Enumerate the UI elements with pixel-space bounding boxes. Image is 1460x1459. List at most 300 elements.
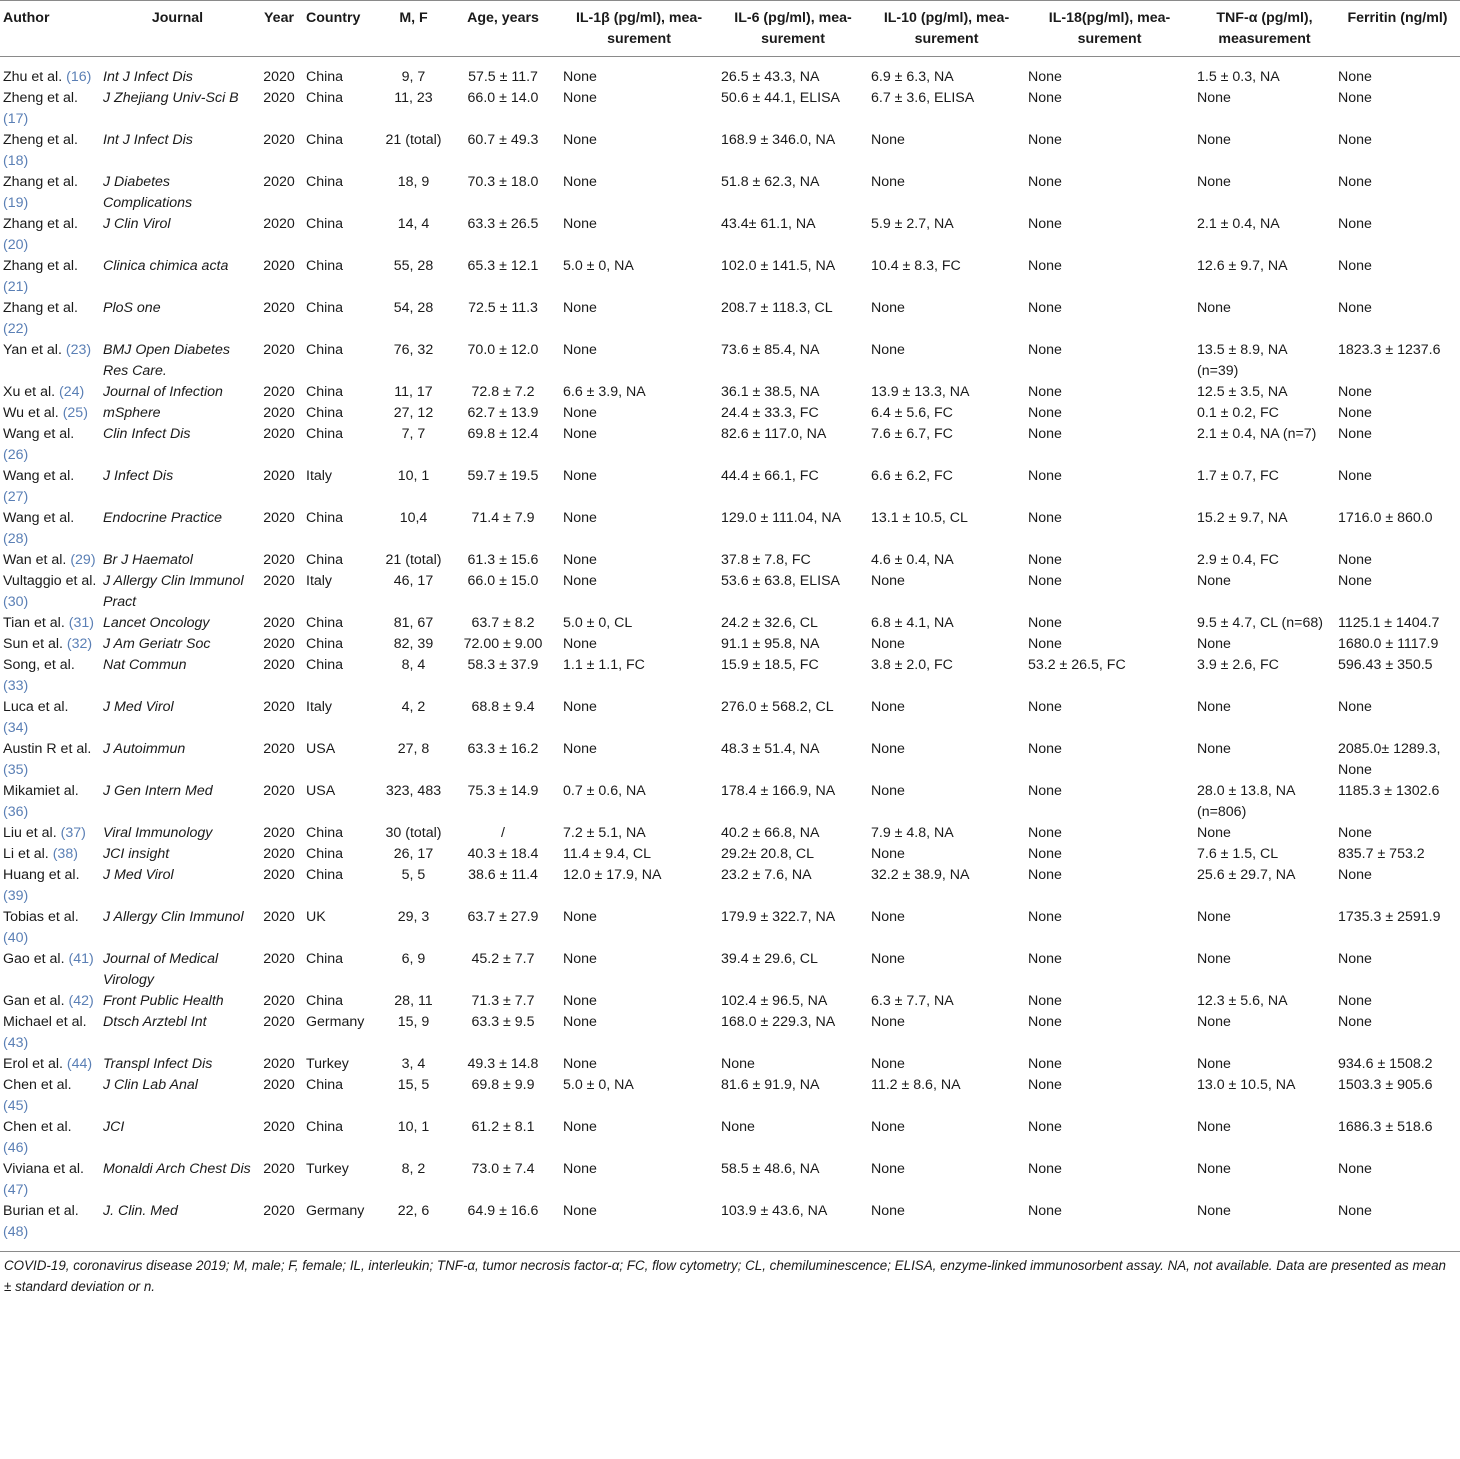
author-name: Wang et al. — [3, 468, 75, 484]
cell-age: 65.3 ± 12.1 — [467, 258, 539, 274]
cell-mf: 10, 1 — [397, 468, 430, 484]
cell-ferritin: None — [1338, 300, 1372, 316]
cell-il10: 4.6 ± 0.4, NA — [871, 552, 954, 568]
cell-tnf: None — [1197, 741, 1231, 757]
cell-year: 2020 — [263, 909, 295, 925]
cell-il1b: 7.2 ± 5.1, NA — [563, 825, 646, 841]
cell-il18: None — [1028, 384, 1062, 400]
cell-journal: Int J Infect Dis — [103, 132, 193, 148]
cell-age: 64.9 ± 16.6 — [446, 1201, 560, 1252]
cell-year: 2020 — [263, 468, 295, 484]
reference-link[interactable]: (45) — [3, 1098, 29, 1114]
cell-ferritin: 934.6 ± 1508.2 — [1338, 1056, 1433, 1072]
cell-country: China — [306, 426, 344, 442]
reference-link[interactable]: (40) — [3, 930, 29, 946]
cell-country: China — [306, 846, 344, 862]
cell-journal: Transpl Infect Dis — [103, 1056, 213, 1072]
cell-author — [0, 298, 100, 340]
cell-il1b: None — [563, 909, 597, 925]
cell-ferritin: None — [1338, 384, 1372, 400]
cell-il1b: None — [563, 1161, 597, 1177]
cell-il18: None — [1028, 951, 1062, 967]
cell-year: 2020 — [263, 384, 295, 400]
reference-link[interactable]: (27) — [3, 489, 29, 505]
cell-journal: Endocrine Practice — [103, 510, 223, 526]
cell-tnf: 12.3 ± 5.6, NA — [1197, 993, 1288, 1009]
cell-author — [0, 130, 100, 172]
cell-il1b: None — [560, 1201, 718, 1252]
cell-il1b: None — [563, 69, 597, 85]
reference-link[interactable]: (31) — [68, 615, 94, 631]
cell-il18: None — [1028, 825, 1062, 841]
header-year: Year — [255, 1, 303, 57]
cell-il6: 40.2 ± 66.8, NA — [721, 825, 820, 841]
cell-il6: 102.0 ± 141.5, NA — [721, 258, 836, 274]
cell-ferritin: None — [1338, 426, 1372, 442]
cell-author — [0, 340, 100, 382]
cell-il1b: None — [563, 405, 597, 421]
cell-il1b: 6.6 ± 3.9, NA — [563, 384, 646, 400]
cell-journal: J Med Virol — [103, 867, 174, 883]
author-name: Viviana et al. — [3, 1161, 84, 1177]
cell-country: China — [306, 825, 344, 841]
cell-il18: None — [1028, 426, 1062, 442]
cell-country: China — [306, 993, 344, 1009]
author-name: Erol et al. — [3, 1056, 63, 1072]
cell-il6: 179.9 ± 322.7, NA — [721, 909, 836, 925]
cell-tnf: 28.0 ± 13.8, NA (n=806) — [1197, 783, 1295, 820]
cell-il6: 81.6 ± 91.9, NA — [721, 1077, 820, 1093]
cell-il1b: None — [563, 741, 597, 757]
table-row — [0, 508, 1460, 550]
cell-mf: 21 (total) — [385, 132, 442, 148]
cell-tnf: None — [1197, 825, 1231, 841]
cell-year: 2020 — [263, 951, 295, 967]
reference-link[interactable]: (35) — [3, 762, 29, 778]
cell-journal: J. Clin. Med — [100, 1201, 255, 1252]
cell-il10: None — [871, 636, 905, 652]
cell-il10: 7.9 ± 4.8, NA — [871, 825, 954, 841]
author-name: Zhang et al. — [3, 174, 78, 190]
cell-tnf: 2.1 ± 0.4, NA — [1197, 216, 1280, 232]
reference-link[interactable]: (36) — [3, 804, 29, 820]
cell-age: 71.4 ± 7.9 — [471, 510, 535, 526]
header-author: Author — [0, 1, 100, 57]
cell-il6: 73.6 ± 85.4, NA — [721, 342, 820, 358]
cell-il18: None — [1028, 258, 1062, 274]
cell-il18: None — [1028, 636, 1062, 652]
cell-il1b: 0.7 ± 0.6, NA — [563, 783, 646, 799]
cell-il18: None — [1028, 90, 1062, 106]
cell-il6: 50.6 ± 44.1, ELISA — [721, 90, 841, 106]
cell-il18: None — [1028, 216, 1062, 232]
cell-journal: Lancet Oncology — [103, 615, 210, 631]
cell-il6: 23.2 ± 7.6, NA — [721, 867, 812, 883]
cell-tnf: None — [1197, 1161, 1231, 1177]
reference-link[interactable]: (44) — [66, 1056, 93, 1072]
cell-il18: None — [1028, 741, 1062, 757]
cell-year: 2020 — [263, 1077, 295, 1093]
cell-age: / — [501, 825, 505, 841]
cell-il1b: None — [563, 342, 597, 358]
cell-age: 45.2 ± 7.7 — [471, 951, 535, 967]
author-name: Sun et al. — [3, 636, 63, 652]
cell-ferritin: 1686.3 ± 518.6 — [1338, 1119, 1433, 1135]
table-row — [0, 739, 1460, 781]
reference-link[interactable]: (21) — [3, 279, 29, 295]
cell-age: 69.8 ± 9.9 — [471, 1077, 535, 1093]
reference-link[interactable]: (41) — [68, 951, 94, 967]
header-ferritin: Ferritin (ng/ml) — [1335, 1, 1460, 57]
cell-journal: Clinica chimica acta — [103, 258, 229, 274]
reference-link[interactable]: (32) — [66, 636, 93, 652]
cell-il10: 13.1 ± 10.5, CL — [871, 510, 968, 526]
cell-ferritin: 1680.0 ± 1117.9 — [1338, 636, 1439, 652]
cell-il18: None — [1028, 69, 1062, 85]
cell-il18: None — [1028, 174, 1062, 190]
cell-author — [0, 403, 100, 424]
cell-il1b: None — [563, 552, 597, 568]
cell-il6: 39.4 ± 29.6, CL — [721, 951, 818, 967]
reference-link[interactable]: (19) — [3, 195, 29, 211]
author-name: Wu et al. — [3, 405, 59, 421]
cell-mf: 8, 4 — [401, 657, 426, 673]
cell-author — [0, 844, 100, 865]
cell-il18: None — [1028, 867, 1062, 883]
table-row — [0, 172, 1460, 214]
cell-il6: 29.2± 20.8, CL — [721, 846, 814, 862]
reference-link[interactable]: (16) — [66, 69, 92, 85]
cell-ferritin: None — [1338, 993, 1372, 1009]
reference-link[interactable]: (39) — [3, 888, 29, 904]
cell-year: 2020 — [263, 69, 295, 85]
cell-country: China — [306, 384, 344, 400]
cell-year: 2020 — [263, 426, 295, 442]
cell-ferritin: None — [1338, 132, 1372, 148]
cell-mf: 11, 17 — [394, 384, 433, 400]
cell-tnf: None — [1197, 636, 1231, 652]
cell-il1b: 1.1 ± 1.1, FC — [563, 657, 645, 673]
cell-age: 59.7 ± 19.5 — [467, 468, 539, 484]
cell-il10: None — [871, 174, 905, 190]
cell-age: 72.00 ± 9.00 — [463, 636, 543, 652]
cell-tnf: 3.9 ± 2.6, FC — [1197, 657, 1279, 673]
cell-ferritin: None — [1338, 867, 1372, 883]
cell-ferritin: None — [1338, 90, 1372, 106]
cell-country: USA — [306, 741, 336, 757]
author-name: Huang et al. — [3, 867, 80, 883]
cell-il1b: None — [563, 636, 597, 652]
reference-link[interactable]: (17) — [3, 111, 29, 127]
cell-tnf: 7.6 ± 1.5, CL — [1197, 846, 1279, 862]
cell-author — [0, 655, 100, 697]
reference-link[interactable]: (43) — [3, 1035, 29, 1051]
cell-tnf: None — [1197, 1119, 1231, 1135]
cell-mf: 21 (total) — [385, 552, 442, 568]
cell-tnf: None — [1197, 909, 1231, 925]
cell-il6: 48.3 ± 51.4, NA — [721, 741, 820, 757]
cell-il10: None — [871, 300, 905, 316]
cell-il1b: None — [563, 174, 597, 190]
author-name: Zhang et al. — [3, 216, 78, 232]
reference-link[interactable]: (37) — [60, 825, 86, 841]
cell-age: 68.8 ± 9.4 — [471, 699, 535, 715]
table-row — [0, 57, 1460, 89]
cell-journal: J Diabetes Complications — [103, 174, 193, 211]
cell-mf: 82, 39 — [393, 636, 434, 652]
cell-il6: 24.4 ± 33.3, FC — [721, 405, 819, 421]
cell-journal: Front Public Health — [103, 993, 224, 1009]
author-name: Tobias et al. — [3, 909, 79, 925]
cell-il18: None — [1025, 1201, 1194, 1252]
author-name: Xu et al. — [3, 384, 56, 400]
reference-link[interactable]: (20) — [3, 237, 29, 253]
cell-tnf: None — [1197, 1056, 1231, 1072]
cell-il6: None — [721, 1056, 755, 1072]
header-il10: IL-10 (pg/ml), mea-surement — [868, 1, 1025, 57]
cell-mf: 14, 4 — [397, 216, 430, 232]
cell-il6: 37.8 ± 7.8, FC — [721, 552, 811, 568]
reference-link[interactable]: (23) — [65, 342, 92, 358]
table-row — [0, 340, 1460, 382]
author-name: Zheng et al. — [3, 90, 78, 106]
reference-link[interactable]: (24) — [59, 384, 85, 400]
cell-mf: 4, 2 — [401, 699, 426, 715]
cell-year: 2020 — [263, 258, 295, 274]
cell-il10: 6.3 ± 7.7, NA — [871, 993, 954, 1009]
header-il18: IL-18(pg/ml), mea-surement — [1025, 1, 1194, 57]
cell-il10: 6.4 ± 5.6, FC — [871, 405, 953, 421]
cell-ferritin: None — [1338, 258, 1372, 274]
cell-mf: 9, 7 — [401, 69, 426, 85]
table-body — [0, 57, 1460, 1252]
cell-il6: 53.6 ± 63.8, ELISA — [721, 573, 841, 589]
cell-year: 2020 — [263, 846, 295, 862]
cell-tnf: None — [1197, 174, 1231, 190]
cell-il1b: 5.0 ± 0, CL — [563, 615, 633, 631]
cell-year: 2020 — [263, 657, 295, 673]
reference-link[interactable]: (22) — [3, 321, 29, 337]
table-row — [0, 1117, 1460, 1159]
table-row — [0, 1201, 1460, 1252]
cell-country: UK — [306, 909, 326, 925]
author-name: Austin R et al. — [3, 741, 92, 757]
author-name: Wang et al. — [3, 426, 75, 442]
cell-author — [0, 382, 100, 403]
cell-author — [0, 1012, 100, 1054]
reference-link[interactable]: (30) — [3, 594, 29, 610]
cell-il18: 53.2 ± 26.5, FC — [1028, 657, 1126, 673]
table-row — [0, 697, 1460, 739]
cell-il10: 3.8 ± 2.0, FC — [871, 657, 953, 673]
cell-age: 63.3 ± 26.5 — [467, 216, 539, 232]
cell-il6: 51.8 ± 62.3, NA — [721, 174, 820, 190]
reference-link[interactable]: (26) — [3, 447, 29, 463]
cell-country: China — [306, 636, 344, 652]
reference-link[interactable]: (42) — [68, 993, 94, 1009]
reference-link[interactable]: (48) — [3, 1224, 29, 1240]
cell-age: 66.0 ± 15.0 — [467, 573, 539, 589]
header-row — [0, 1, 1460, 57]
reference-link[interactable]: (33) — [3, 678, 29, 694]
cell-il6: 178.4 ± 166.9, NA — [721, 783, 836, 799]
cell-il18: None — [1028, 510, 1062, 526]
cell-author — [0, 781, 100, 823]
cell-journal: J Infect Dis — [103, 468, 174, 484]
cell-age: 40.3 ± 18.4 — [467, 846, 539, 862]
header-il6: IL-6 (pg/ml), mea-surement — [718, 1, 868, 57]
cell-age: 70.0 ± 12.0 — [467, 342, 539, 358]
cell-mf: 10,4 — [399, 510, 428, 526]
cell-age: 69.8 ± 12.4 — [467, 426, 539, 442]
cell-il18: None — [1028, 1077, 1062, 1093]
cell-mf: 10, 1 — [397, 1119, 430, 1135]
reference-link[interactable]: (25) — [62, 405, 88, 421]
author-name: Zhang et al. — [3, 300, 78, 316]
cell-year: 2020 — [263, 993, 295, 1009]
author-name: Michael et al. — [3, 1014, 87, 1030]
cell-il10: None — [871, 132, 905, 148]
cell-year: 2020 — [263, 741, 295, 757]
cell-tnf: None — [1197, 951, 1231, 967]
cell-country: Italy — [306, 573, 333, 589]
cell-author — [0, 57, 100, 89]
cell-country: China — [306, 510, 344, 526]
cell-year: 2020 — [263, 699, 295, 715]
cell-age: 62.7 ± 13.9 — [467, 405, 539, 421]
cell-ferritin: None — [1338, 552, 1372, 568]
cell-mf: 46, 17 — [393, 573, 434, 589]
cell-author — [0, 1159, 100, 1201]
cell-ferritin: None — [1338, 825, 1372, 841]
cell-country: China — [306, 657, 344, 673]
reference-link[interactable]: (34) — [3, 720, 29, 736]
header-journal: Journal — [100, 1, 255, 57]
table-row — [0, 1012, 1460, 1054]
cell-il10: 11.2 ± 8.6, NA — [871, 1077, 961, 1093]
cell-il6: 82.6 ± 117.0, NA — [721, 426, 827, 442]
cell-ferritin: 596.43 ± 350.5 — [1338, 657, 1433, 673]
author-name: Wang et al. — [3, 510, 75, 526]
cell-author — [0, 571, 100, 613]
cell-il6: 168.0 ± 229.3, NA — [721, 1014, 836, 1030]
cell-il10: None — [871, 783, 905, 799]
cell-tnf: 1.5 ± 0.3, NA — [1197, 69, 1280, 85]
cell-year: 2020 — [255, 1201, 303, 1252]
cell-year: 2020 — [263, 174, 295, 190]
cell-age: 63.3 ± 9.5 — [471, 1014, 535, 1030]
reference-link[interactable]: (46) — [3, 1140, 29, 1156]
cell-author — [0, 697, 100, 739]
cell-mf: 29, 3 — [397, 909, 430, 925]
table-row — [0, 550, 1460, 571]
cell-year: 2020 — [263, 1056, 295, 1072]
cell-country: China — [306, 552, 344, 568]
cell-tnf: 15.2 ± 9.7, NA — [1197, 510, 1288, 526]
cell-tnf: None — [1197, 300, 1231, 316]
table-row — [0, 424, 1460, 466]
table-row — [0, 298, 1460, 340]
cell-author — [0, 256, 100, 298]
cell-tnf: 12.6 ± 9.7, NA — [1197, 258, 1288, 274]
cell-il6: 276.0 ± 568.2, CL — [721, 699, 834, 715]
cell-il6: 103.9 ± 43.6, NA — [718, 1201, 868, 1252]
cell-year: 2020 — [263, 300, 295, 316]
cell-country: Germany — [306, 1014, 365, 1030]
cell-year: 2020 — [263, 132, 295, 148]
cell-mf: 15, 9 — [397, 1014, 430, 1030]
table-row — [0, 844, 1460, 865]
author-name: Luca et al. — [3, 699, 69, 715]
table-row — [0, 781, 1460, 823]
cell-il6: 15.9 ± 18.5, FC — [721, 657, 819, 673]
cell-year: 2020 — [263, 405, 295, 421]
cell-ferritin: 1125.1 ± 1404.7 — [1338, 615, 1440, 631]
cell-journal: Viral Immunology — [103, 825, 213, 841]
cell-journal: J Clin Virol — [103, 216, 171, 232]
cell-il10: 5.9 ± 2.7, NA — [871, 216, 954, 232]
cell-il1b: None — [563, 699, 597, 715]
reference-link[interactable]: (28) — [3, 531, 29, 547]
cell-country: China — [306, 132, 344, 148]
cell-author — [0, 1117, 100, 1159]
cell-country: China — [306, 405, 344, 421]
cell-il1b: None — [563, 216, 597, 232]
cell-il18: None — [1028, 552, 1062, 568]
author-name: Zhang et al. — [3, 258, 78, 274]
cell-country: China — [306, 615, 344, 631]
cell-country: USA — [306, 783, 336, 799]
cell-ferritin: None — [1338, 174, 1372, 190]
cell-il18: None — [1028, 909, 1062, 925]
cell-journal: Br J Haematol — [103, 552, 193, 568]
cell-author — [0, 907, 100, 949]
cell-journal: J Clin Lab Anal — [103, 1077, 198, 1093]
cell-ferritin: None — [1338, 405, 1372, 421]
cell-author — [0, 424, 100, 466]
cell-il6: 91.1 ± 95.8, NA — [721, 636, 820, 652]
cell-tnf: None — [1194, 1201, 1335, 1252]
cell-year: 2020 — [263, 216, 295, 232]
table-row — [0, 823, 1460, 844]
reference-link[interactable]: (38) — [52, 846, 78, 862]
cell-tnf: 1.7 ± 0.7, FC — [1197, 468, 1279, 484]
cell-il18: None — [1028, 300, 1062, 316]
reference-link[interactable]: (18) — [3, 153, 29, 169]
cell-il10: None — [871, 1161, 905, 1177]
author-name: Gao et al. — [3, 951, 65, 967]
cell-il1b: None — [563, 300, 597, 316]
cell-age: 72.5 ± 11.3 — [468, 300, 538, 316]
reference-link[interactable]: (29) — [70, 552, 96, 568]
cell-il1b: 12.0 ± 17.9, NA — [563, 867, 662, 883]
cell-journal: Clin Infect Dis — [103, 426, 191, 442]
cell-ferritin: 835.7 ± 753.2 — [1338, 846, 1425, 862]
table-row — [0, 991, 1460, 1012]
cell-age: 63.7 ± 27.9 — [467, 909, 539, 925]
reference-link[interactable]: (47) — [3, 1182, 29, 1198]
cell-author — [0, 949, 100, 991]
author-name: Gan et al. — [3, 993, 65, 1009]
cell-ferritin: None — [1338, 1014, 1372, 1030]
cell-il18: None — [1028, 615, 1062, 631]
cell-il10: None — [871, 1056, 905, 1072]
cell-ferritin: 1716.0 ± 860.0 — [1338, 510, 1433, 526]
cell-age: 63.7 ± 8.2 — [471, 615, 535, 631]
cell-age: 57.5 ± 11.7 — [468, 69, 538, 85]
cell-country: China — [306, 300, 344, 316]
table-row — [0, 256, 1460, 298]
